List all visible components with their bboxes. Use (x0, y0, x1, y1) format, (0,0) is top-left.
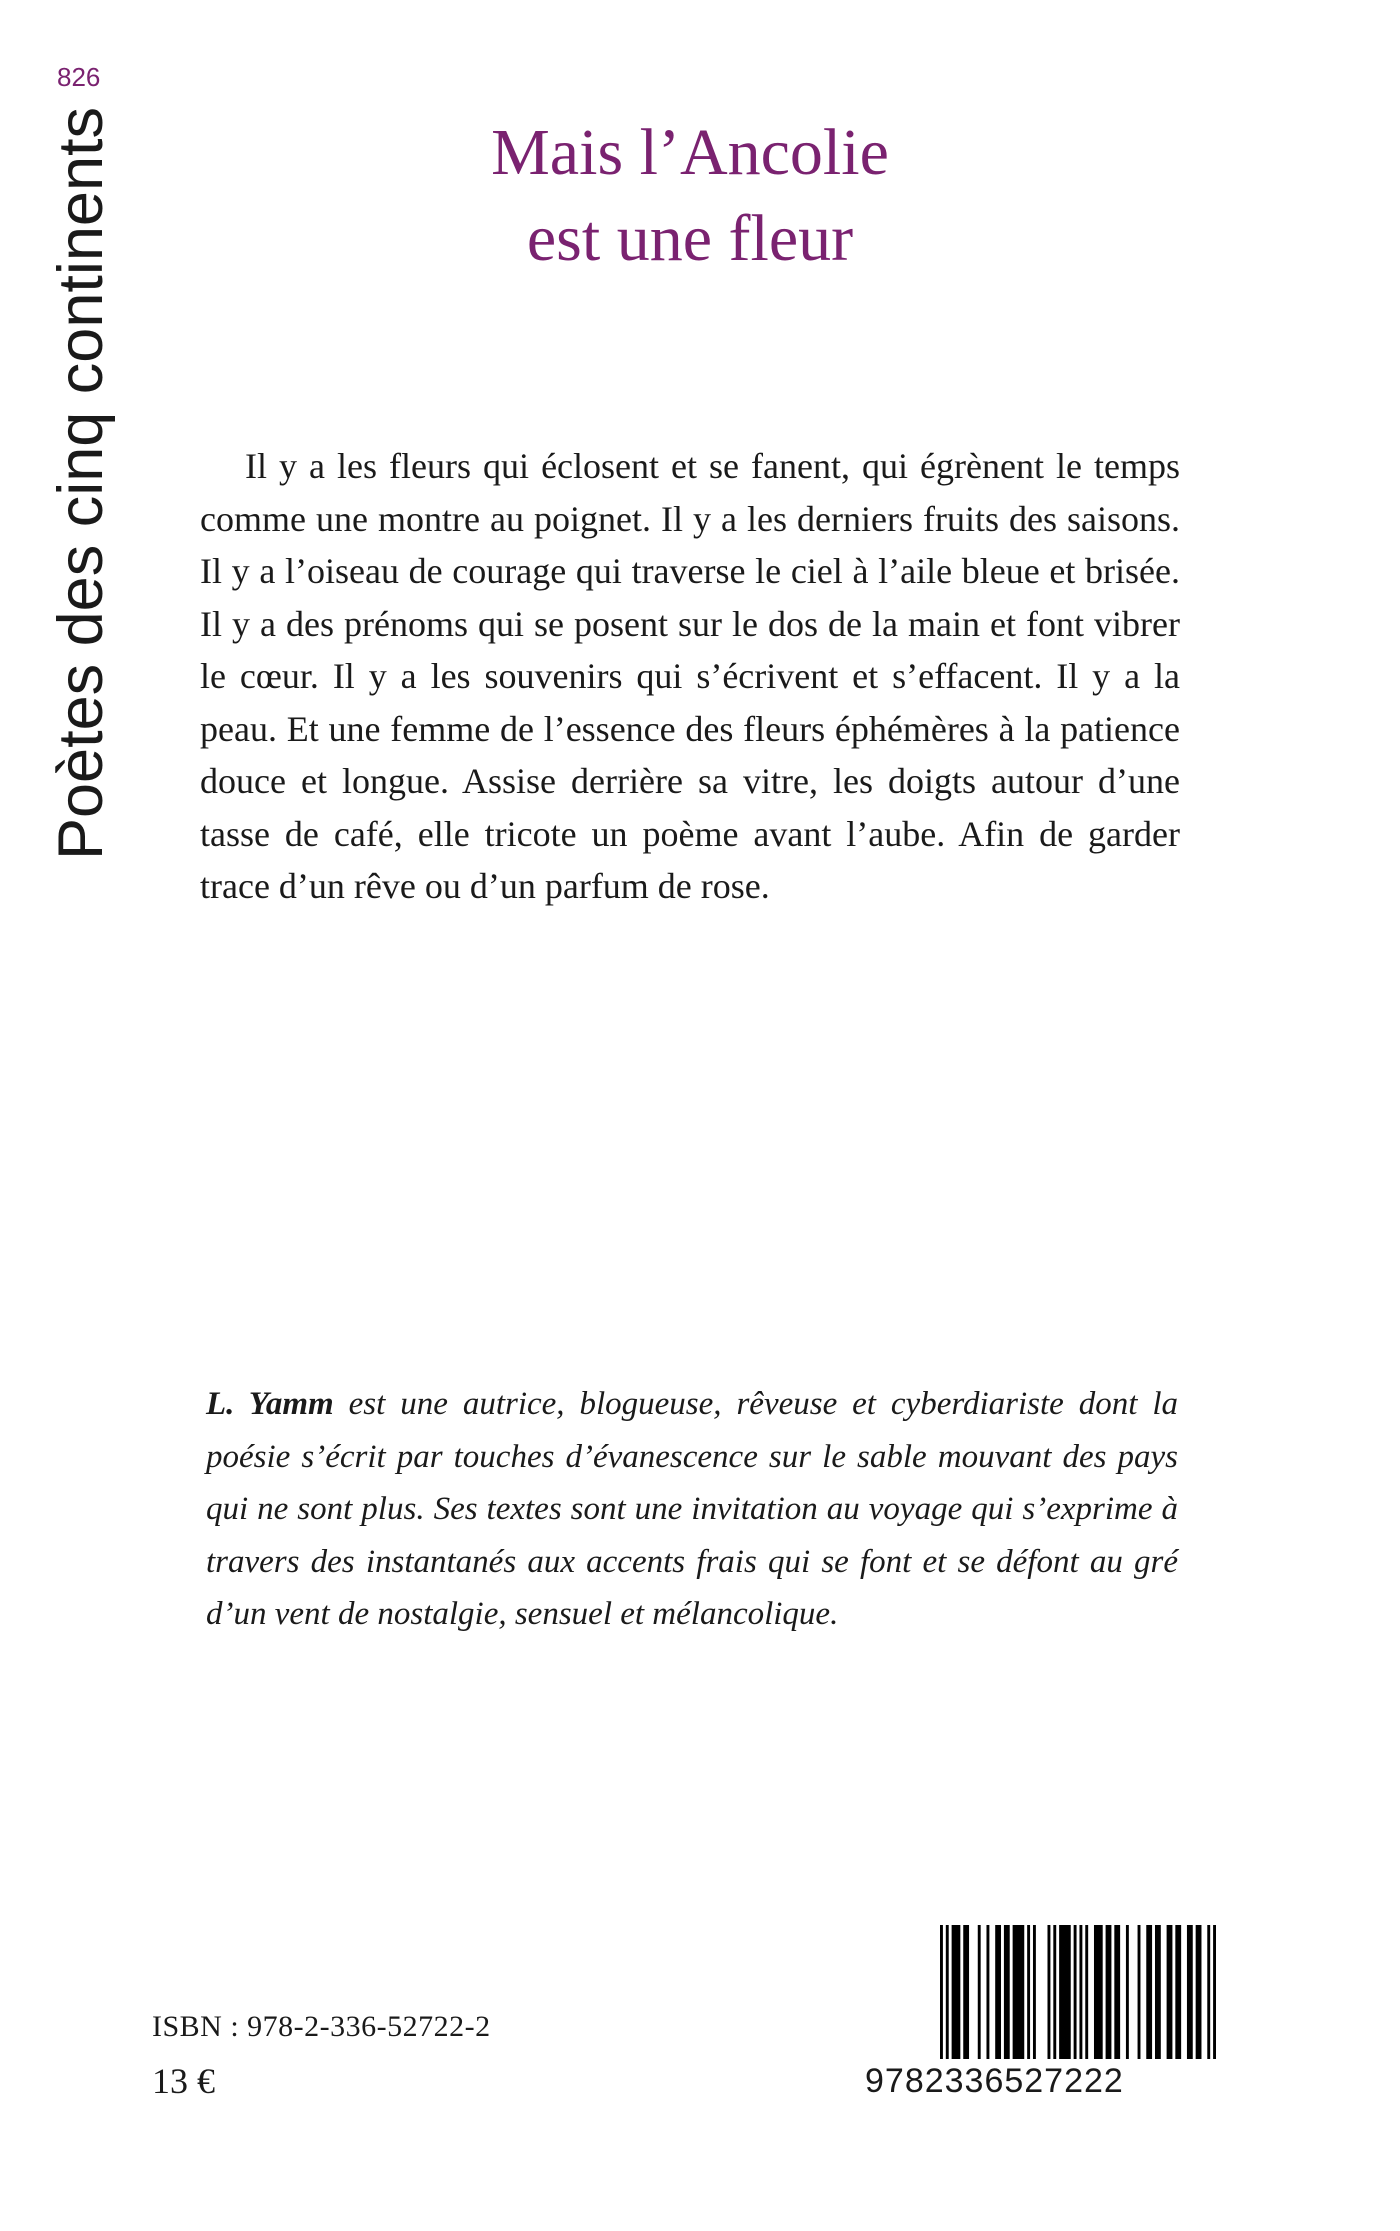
isbn: ISBN : 978-2-336-52722-2 (152, 2010, 491, 2043)
barcode-bar (1033, 1925, 1036, 2059)
barcode-bar (963, 1925, 969, 2059)
barcode-bar (1146, 1925, 1152, 2059)
barcode-bar (1085, 1925, 1088, 2059)
barcode-bar (940, 1925, 943, 2059)
barcode (940, 1925, 1216, 2075)
barcode-bar (1175, 1925, 1181, 2059)
barcode-digits: 9782336527222 (865, 2062, 1124, 2100)
barcode-bar (1027, 1925, 1030, 2059)
barcode-bar (1047, 1925, 1050, 2059)
barcode-bar (1013, 1925, 1025, 2059)
book-title-line-2: est une fleur (526, 202, 854, 275)
back-cover-summary (200, 440, 1180, 913)
barcode-bar (946, 1925, 949, 2059)
price: 13 € (152, 2061, 215, 2101)
barcode-bar (1167, 1925, 1173, 2059)
barcode-bar (952, 1925, 961, 2059)
author-name: L. Yamm (206, 1386, 334, 1422)
author-bio-text: est une autrice, blogueuse, rêveuse et cyberdiariste dont la poésie s’écrit par touches d’évanescence sur le sable mouvant des pays qui ne sont plus. Ses textes sont une invitation au voyage qui s’exprime à travers des instantanés aux accents frais qui se font et se défont au gré d’un vent de nostalgie, sensuel et mélancolique. (206, 1386, 1179, 1632)
barcode-bar (1079, 1925, 1082, 2059)
barcode-bar (1106, 1925, 1112, 2059)
barcode-bar (1138, 1925, 1141, 2059)
barcode-bar (1053, 1925, 1056, 2059)
barcode-bar (1126, 1925, 1129, 2059)
series-name: Poètes des cinq continents (46, 107, 116, 860)
barcode-bar (995, 1925, 1001, 2059)
barcode-bar (1004, 1925, 1010, 2059)
summary-text: Il y a les fleurs qui éclosent et se fanent, qui égrènent le temps comme une montre au poignet. Il y a les derniers fruits des saisons. Il y a l’oiseau de courage qui traverse le ciel à l’aile bleue et brisée. Il y a des prénoms qui se posent sur le dos de la main et font vibrer le cœur. Il y a les souvenirs qui s’écrivent et s’effacent. Il y a la peau. Et une femme de l’essence des fleurs éphémères à la patience douce et longue. Assise derrière sa vitre, les doigts autour d’une tasse de café, elle tricote un poème avant l’aube. Afin de garder trace d’un rêve ou d’un parfum de rose. (200, 446, 1180, 906)
barcode-bar (1196, 1925, 1202, 2059)
barcode-bar (1059, 1925, 1071, 2059)
barcode-bar (1114, 1925, 1120, 2059)
author-bio (206, 1378, 1178, 1641)
barcode-bar (1213, 1925, 1216, 2059)
barcode-bar (1187, 1925, 1193, 2059)
barcode-bar (1155, 1925, 1161, 2059)
barcode-bar (986, 1925, 989, 2059)
series-number: 826 (57, 62, 101, 92)
book-title-line-1: Mais l’Ancolie (491, 116, 889, 189)
barcode-bar (978, 1925, 981, 2059)
barcode-bar (1094, 1925, 1103, 2059)
barcode-bar (1207, 1925, 1210, 2059)
barcode-bar (1074, 1925, 1077, 2059)
book-title (350, 110, 1030, 282)
barcode-bars (940, 1925, 1216, 2075)
